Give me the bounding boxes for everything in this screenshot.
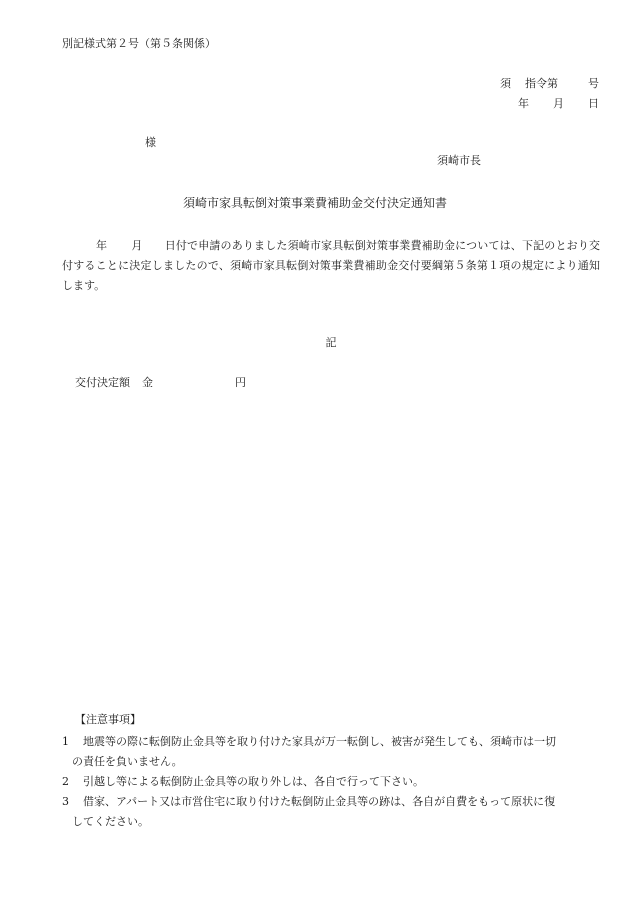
amount-label: 交付決定額 [75, 376, 130, 389]
ki-heading: 記 [325, 336, 337, 349]
notes-heading: 【注意事項】 [75, 713, 141, 726]
amount-unit: 円 [235, 376, 246, 389]
date-year: 年 [518, 97, 529, 110]
document-number-middle: 指令第 [525, 77, 558, 90]
body-paragraph [62, 236, 600, 296]
note-item [62, 732, 602, 772]
body-text: 日付で申請のありました須崎市家具転倒対策事業費補助金については、下記のとおり交付することに決定しましたので、須崎市家具転倒対策事業費補助金交付要綱第５条第１項の規定により通知します。 [62, 239, 600, 292]
note-text: 借家、アパート又は市営住宅に取り付けた転倒防止金具等の跡は、各自が自費をもって原状に復 [83, 795, 556, 808]
note-text: 地震等の際に転倒防止金具等を取り付けた家具が万一転倒し、被害が発生しても、須崎市は一切 [83, 735, 556, 748]
date-month: 月 [553, 97, 564, 110]
addressee: 様 [145, 136, 156, 149]
body-month: 月 [131, 239, 143, 252]
note-number: 3 [62, 795, 69, 808]
note-number: 1 [62, 735, 69, 748]
document-number-suffix: 号 [588, 77, 599, 90]
amount-prefix: 金 [142, 376, 153, 389]
document-date [518, 98, 599, 109]
note-text-continued: の責任を負いません。 [72, 755, 183, 768]
note-text-continued: してください。 [72, 815, 149, 828]
document-number-prefix: 須 [500, 77, 511, 90]
document-title: 須崎市家具転倒対策事業費補助金交付決定通知書 [182, 196, 447, 210]
sender: 須崎市長 [437, 154, 481, 167]
form-label: 別記様式第２号（第５条関係） [62, 37, 216, 50]
body-year: 年 [96, 239, 108, 252]
grant-amount [75, 377, 246, 388]
document-number [500, 78, 599, 89]
note-text: 引越し等による転倒防止金具等の取り外しは、各自で行って下さい。 [83, 775, 424, 788]
note-number: 2 [62, 775, 69, 788]
note-item [62, 772, 602, 792]
date-day: 日 [588, 97, 599, 110]
note-item [62, 792, 602, 832]
